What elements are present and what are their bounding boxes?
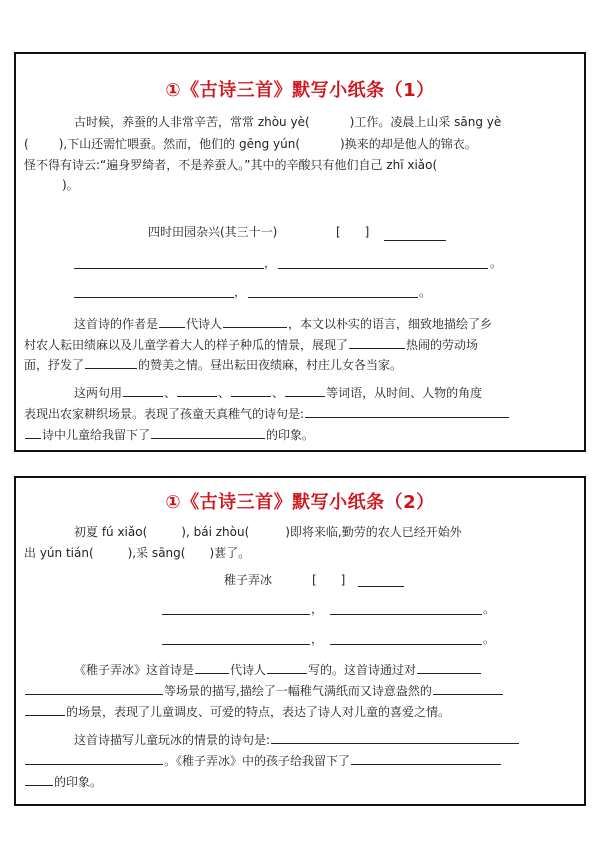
para-text: 这首诗的作者是 <box>74 317 159 331</box>
author-blank[interactable] <box>384 240 446 241</box>
verse-blank[interactable] <box>278 268 488 269</box>
para-text: 的场景，表现了儿童调皮、可爱的特点，表达了诗人对儿童的喜爱之情。 <box>66 705 451 719</box>
para2-line-2 <box>24 403 510 425</box>
para-text: 代诗人 <box>230 663 267 677</box>
impression-blank[interactable] <box>25 771 53 786</box>
para-text: 等场景的描写,描绘了一幅稚气满纸而又诗意盎然的 <box>164 684 432 698</box>
dynasty-blank[interactable] <box>159 313 185 328</box>
poet-blank[interactable] <box>267 659 307 674</box>
verse-answer-blank[interactable] <box>271 729 519 744</box>
word-blank[interactable] <box>285 382 325 397</box>
para-text: 、 <box>164 386 177 400</box>
feeling-blank[interactable] <box>85 354 137 369</box>
para-text: ，本文以朴实的语言，细致地描绘了乡 <box>288 317 493 331</box>
verse-blank[interactable] <box>330 644 482 645</box>
period: 。 <box>419 285 432 299</box>
verse-answer-blank[interactable] <box>25 424 41 439</box>
period: 。 <box>490 256 503 270</box>
para-text: 这两句用 <box>74 386 123 400</box>
intro-text: )工作。凌晨上山采 sāng yè <box>349 115 502 129</box>
intro-text: ), bái zhòu( <box>181 525 250 539</box>
author-bracket: [ ] <box>312 573 346 587</box>
intro-line-2 <box>24 134 477 155</box>
verse-blank[interactable] <box>74 268 264 269</box>
para-text: 的印象。 <box>54 775 103 789</box>
para2-line-2 <box>24 750 502 772</box>
word-blank[interactable] <box>231 382 271 397</box>
para1-line-2 <box>24 680 504 702</box>
para-text: 、 <box>272 386 285 400</box>
verse-blank[interactable] <box>248 297 418 298</box>
word-blank[interactable] <box>123 382 163 397</box>
intro-text: 初夏 fú xiǎo( <box>74 525 148 539</box>
para1-line-3 <box>24 701 450 723</box>
intro-text: )换来的却是他人的锦衣。 <box>340 137 477 151</box>
verse-blank[interactable] <box>330 614 482 615</box>
dictation-card-1 <box>14 52 586 452</box>
para1-line-2 <box>24 334 478 356</box>
intro-line-4: )。 <box>62 178 79 192</box>
poem-title: 四时田园杂兴(其三十一) <box>148 225 278 239</box>
scene-blank[interactable] <box>417 659 481 674</box>
period: 。 <box>483 602 496 616</box>
card-2-title: ①《古诗三首》默写小纸条（2） <box>165 492 435 513</box>
para2-line-1 <box>74 729 520 751</box>
para-text: 这首诗描写儿童玩冰的情景的诗句是: <box>74 733 271 747</box>
para-text: 代诗人 <box>186 317 223 331</box>
period: 。 <box>483 632 496 646</box>
para-text: 面，抒发了 <box>24 358 85 372</box>
para-text: 诗中儿童给我留下了 <box>42 428 151 442</box>
scene-blank[interactable] <box>25 680 163 695</box>
intro-line-1 <box>74 112 501 133</box>
scene-blank[interactable] <box>349 334 405 349</box>
card-1-title: ①《古诗三首》默写小纸条（1） <box>165 80 435 101</box>
comma: ， <box>264 256 277 270</box>
para-text: 写的。这首诗通过对 <box>308 663 417 677</box>
para2-line-3 <box>24 424 314 446</box>
comma: ， <box>311 632 324 646</box>
para-text: 的印象。 <box>266 428 315 442</box>
impression-blank[interactable] <box>351 750 501 765</box>
para-text: 。《稚子弄冰》中的孩子给我留下了 <box>164 754 351 768</box>
para1-line-3 <box>24 354 402 376</box>
dictation-card-2 <box>14 476 586 806</box>
intro-text: 古时候，养蚕的人非常辛苦，常常 zhòu yè( <box>74 115 310 129</box>
intro-text: )即将来临,勤劳的农人已经开始外 <box>285 525 462 539</box>
dynasty-blank[interactable] <box>195 659 229 674</box>
word-blank[interactable] <box>177 382 217 397</box>
intro-line-3: 怪不得有诗云:“遍身罗绮者，不是养蚕人。”其中的辛酸只有他们自己 zhī xiǎo( <box>24 158 438 172</box>
scene-blank[interactable] <box>25 701 65 716</box>
para2-line-3 <box>24 771 102 793</box>
impression-blank[interactable] <box>151 424 265 439</box>
intro-line-2 <box>24 543 250 564</box>
author-bracket: [ ] <box>336 225 370 239</box>
para1-line-1 <box>74 659 482 681</box>
para2-line-1 <box>74 382 482 404</box>
scene-blank[interactable] <box>433 680 503 695</box>
poet-blank[interactable] <box>223 313 287 328</box>
author-blank[interactable] <box>358 586 404 587</box>
intro-text: ),下山还需忙喂蚕。然而，他们的 gēng yún( <box>58 137 301 151</box>
verse-answer-blank[interactable] <box>25 750 163 765</box>
comma: ， <box>311 602 324 616</box>
para1-line-1 <box>74 313 492 335</box>
comma: ， <box>234 285 247 299</box>
para-text: 、 <box>218 386 231 400</box>
para-text: 热闹的劳动场 <box>406 338 479 352</box>
para-text: 《稚子弄冰》这首诗是 <box>74 663 195 677</box>
para-text: 表现出农家耕织场景。表现了孩童天真稚气的诗句是: <box>24 407 305 421</box>
para-text: 等词语，从时间、人物的角度 <box>326 386 483 400</box>
poem-title: 稚子弄冰 <box>224 573 273 587</box>
verse-blank[interactable] <box>74 297 234 298</box>
verse-blank[interactable] <box>162 644 310 645</box>
intro-text: 出 yún tián( <box>24 546 94 560</box>
verse-blank[interactable] <box>162 614 310 615</box>
intro-text: )葚了。 <box>209 546 251 560</box>
para-text: 的赞美之情。昼出耘田夜绩麻，村庄儿女各当家。 <box>138 358 403 372</box>
para-text: 村农人耘田绩麻以及儿童学着大人的样子种瓜的情景，展现了 <box>24 338 349 352</box>
verse-answer-blank[interactable] <box>305 403 509 418</box>
intro-text: ( <box>24 137 29 151</box>
intro-text: ),采 sāng( <box>127 546 186 560</box>
intro-line-1 <box>74 522 462 543</box>
